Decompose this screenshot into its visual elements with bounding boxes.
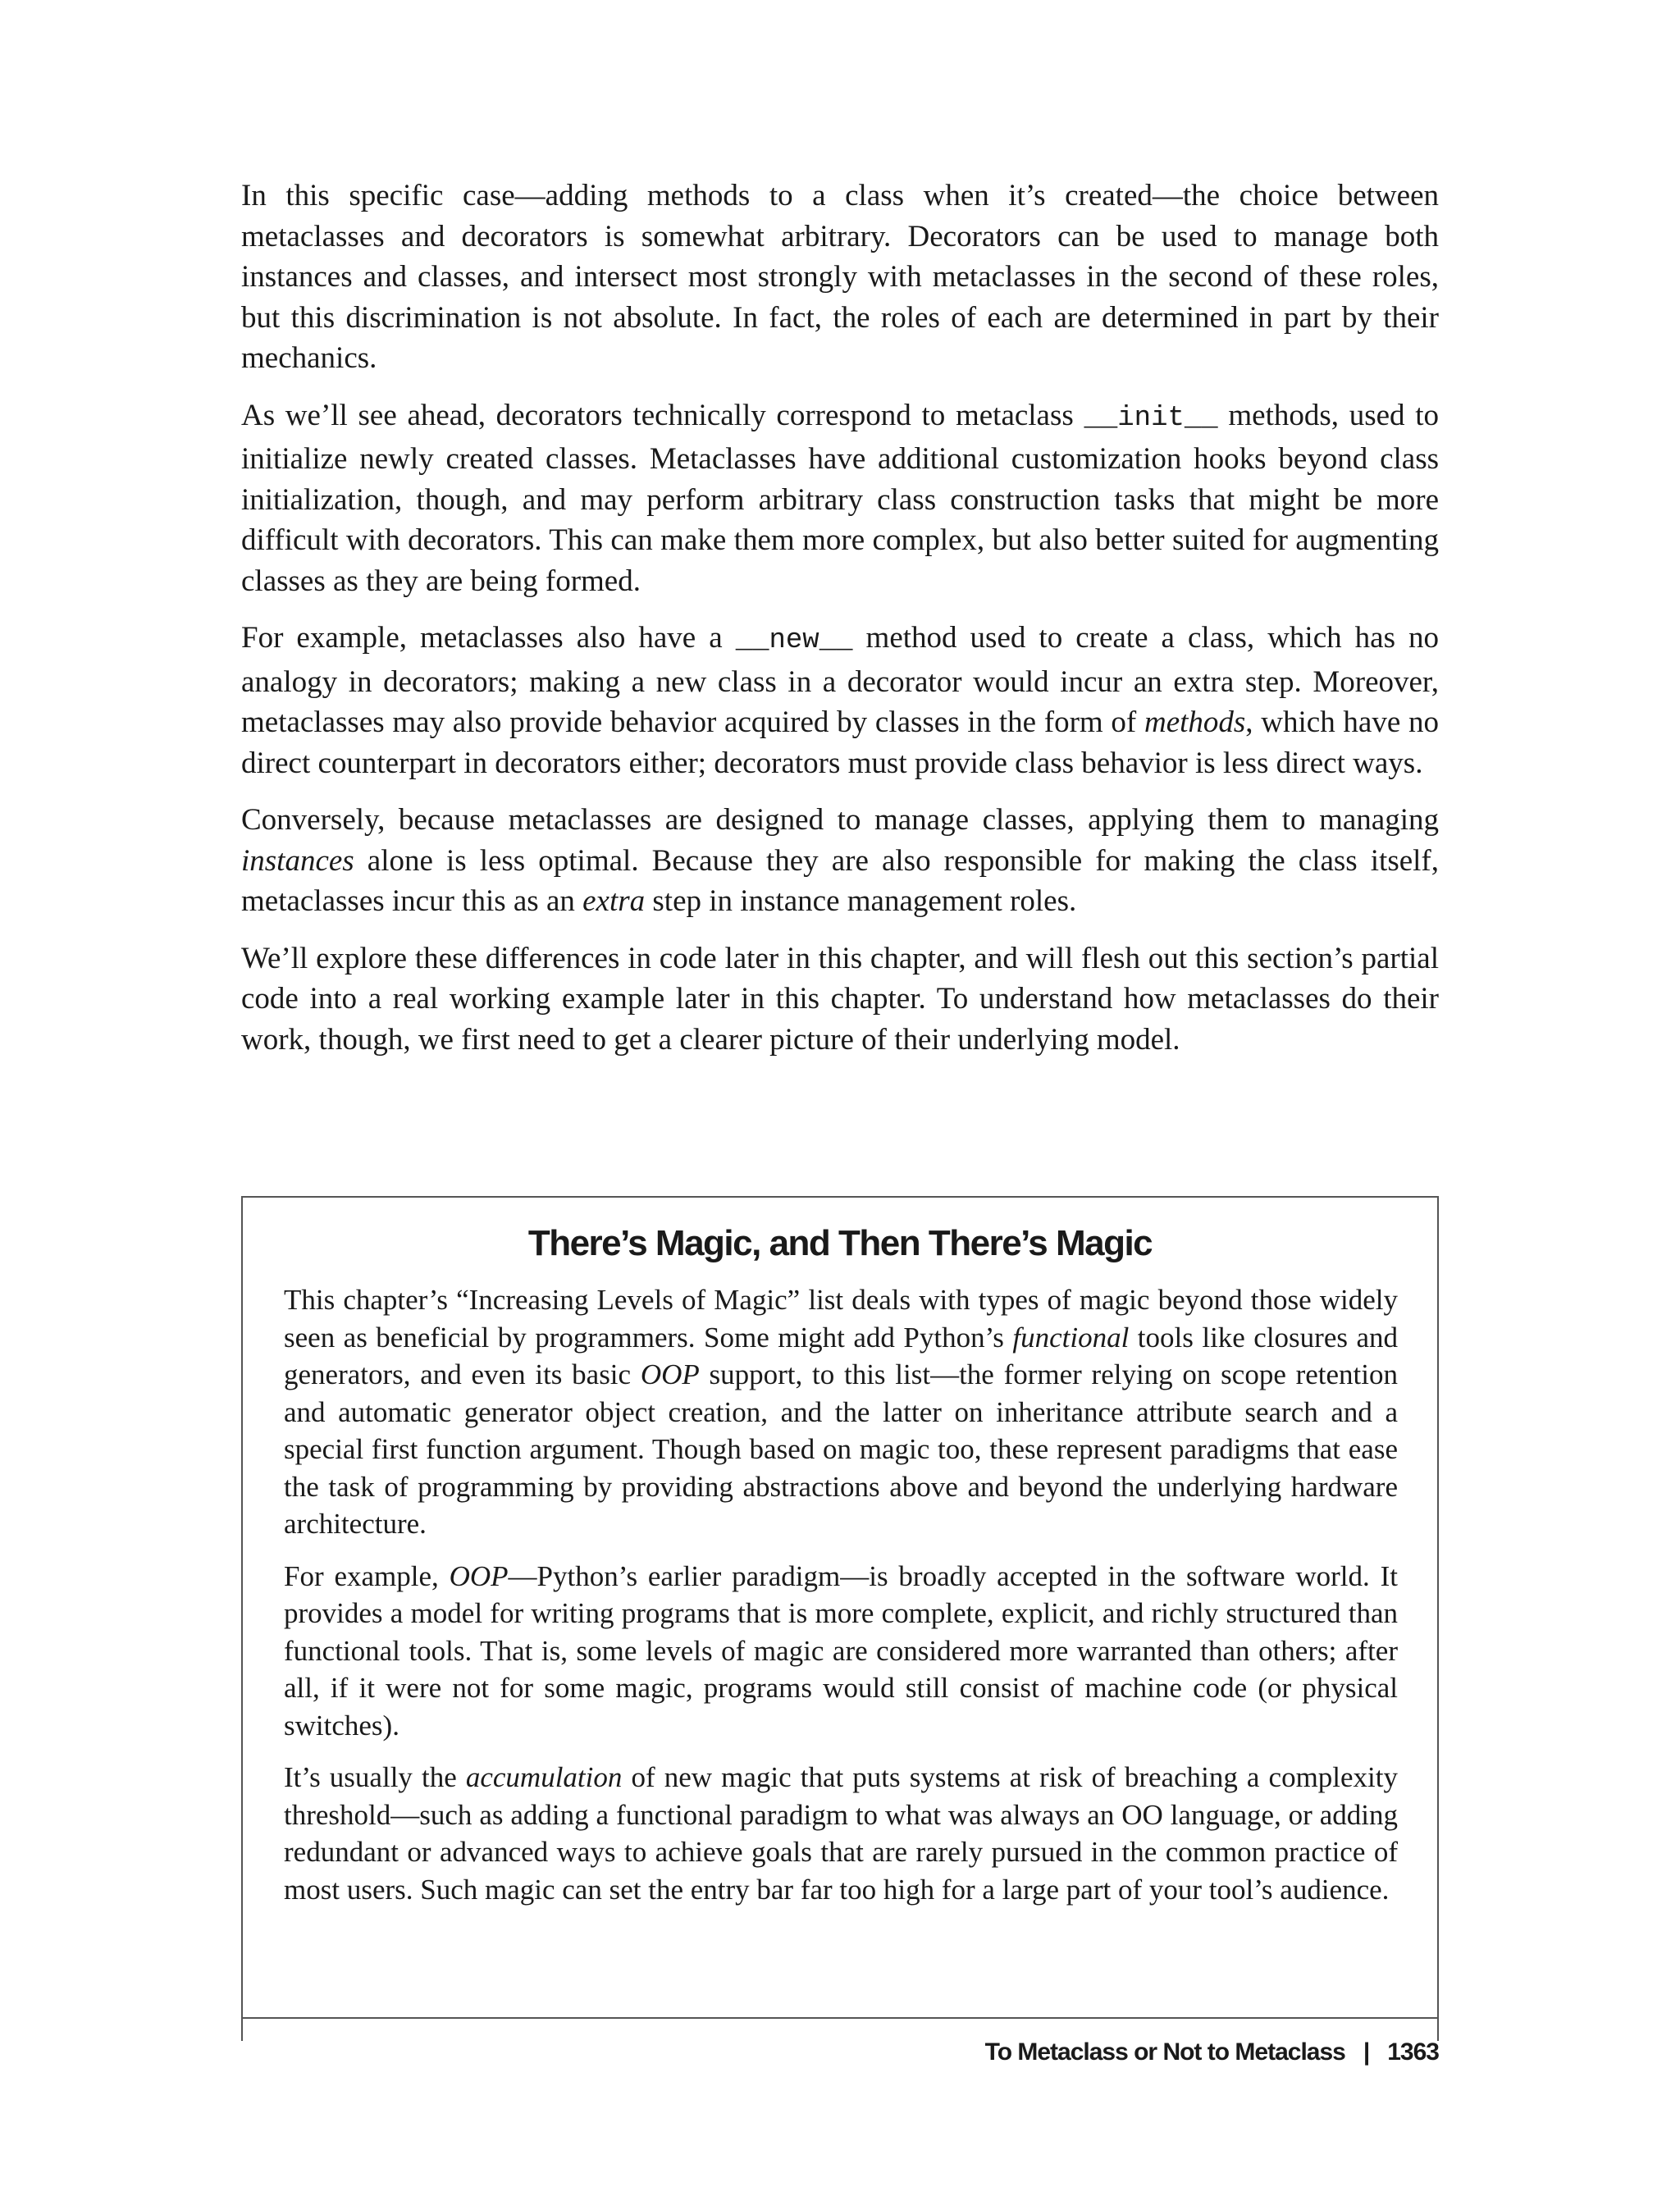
paragraph-text: As we’ll see ahead, decorators technically correspond to metaclass	[241, 398, 1084, 432]
main-text	[241, 176, 1439, 1076]
paragraph-text: support, to this list—the former relying on scope retention and automatic generator object creation, and the latter on inheritance attribute search and a special first function argument. Though based on magic too, these represent paradigms that ease the task of programming by providing abstractions above and beyond the underlying hardware architecture.	[284, 1358, 1398, 1540]
paragraph-text: For example,	[284, 1559, 450, 1592]
paragraph-text: Conversely, because metaclasses are designed to manage classes, applying them to managing	[241, 803, 1439, 837]
emphasis: accumulation	[465, 1761, 623, 1793]
paragraph-2	[241, 395, 1439, 602]
paragraph-text: , which have no direct counterpart in decorators either; decorators must provide class behavior is less direct ways.	[241, 705, 1439, 780]
paragraph-text: methods, used to initialize newly created classes. Metaclasses have additional customization hooks beyond class initialization, though, and may perform arbitrary class construction tasks that might be more difficult with decorators. This can make them more complex, but also better suited for augmenting classes as they are being formed.	[241, 398, 1439, 598]
paragraph-text: tools like closures and generators, and even its basic	[284, 1321, 1398, 1390]
inline-code: __init__	[1084, 402, 1218, 434]
paragraph-5	[241, 938, 1439, 1061]
sidebar-paragraph-2	[284, 1558, 1398, 1745]
paragraph-text: It’s usually the	[284, 1761, 466, 1793]
paragraph-text: For example, metaclasses also have a	[241, 621, 736, 655]
paragraph-1	[241, 176, 1439, 379]
inline-code: __new__	[735, 625, 853, 656]
sidebar-paragraph-1	[284, 1281, 1398, 1543]
sidebar-title: There’s Magic, and Then There’s Magic	[527, 1223, 1153, 1263]
emphasis: methods	[1144, 705, 1246, 739]
paragraph-text: of new magic that puts systems at risk of breaching a complexity threshold—such as adding a functional paradigm to what was always an OO language, or adding redundant or advanced ways to achieve goals that are rarely pursued in the common practice of most users. Such magic can set the entry bar far too high for a large part of your tool’s audience.	[284, 1761, 1398, 1906]
emphasis: extra	[582, 884, 646, 918]
emphasis: OOP	[640, 1358, 700, 1390]
emphasis: functional	[1012, 1321, 1130, 1354]
paragraph-text: —Python’s earlier paradigm—is broadly accepted in the software world. It provides a model for writing programs that is more complete, explicit, and richly structured than functional tools. That is, some levels of magic are considered more warranted than others; after all, if it were not for some magic, programs would still consist of machine code (or physical switches).	[284, 1559, 1398, 1742]
sidebar-box	[241, 1196, 1439, 2041]
paragraph-text: step in instance management roles.	[645, 884, 1077, 918]
paragraph-text: alone is less optimal. Because they are also responsible for making the class itself, metaclasses incur this as an	[241, 843, 1439, 918]
sidebar-body	[243, 1281, 1437, 1908]
paragraph-text: In this specific case—adding methods to a class when it’s created—the choice between metaclasses and decorators is somewhat arbitrary. Decorators can be used to manage both instances and classes, and intersect most strongly with metaclasses in the second of these roles, but this discrimination is not absolute. In fact, the roles of each are determined in part by their mechanics.	[241, 179, 1439, 375]
emphasis: instances	[241, 843, 354, 878]
paragraph-3	[241, 618, 1439, 783]
paragraph-text: This chapter’s “Increasing Levels of Magic” list deals with types of magic beyond those widely seen as beneficial by programmers. Some might add Python’s	[284, 1284, 1398, 1354]
emphasis: OOP	[449, 1559, 509, 1592]
sidebar-paragraph-3	[284, 1759, 1398, 1908]
paragraph-4	[241, 800, 1439, 922]
paragraph-text: We’ll explore these differences in code later in this chapter, and will flesh out this section’s partial code into a real working example later in this chapter. To understand how metaclasses do their work, though, we first need to get a clearer picture of their underlying model.	[241, 941, 1439, 1057]
page-number: 1363	[1387, 2038, 1439, 2066]
footer-rule	[241, 2017, 1439, 2019]
running-footer	[241, 2036, 1439, 2069]
footer-section-title: To Metaclass or Not to Metaclass	[984, 2038, 1345, 2066]
paragraph-text: method used to create a class, which has no analogy in decorators; making a new class in a decorator would incur an extra step. Moreover, metaclasses may also provide behavior acquired by classes in the form of	[241, 621, 1439, 739]
footer-separator: |	[1363, 2038, 1370, 2066]
